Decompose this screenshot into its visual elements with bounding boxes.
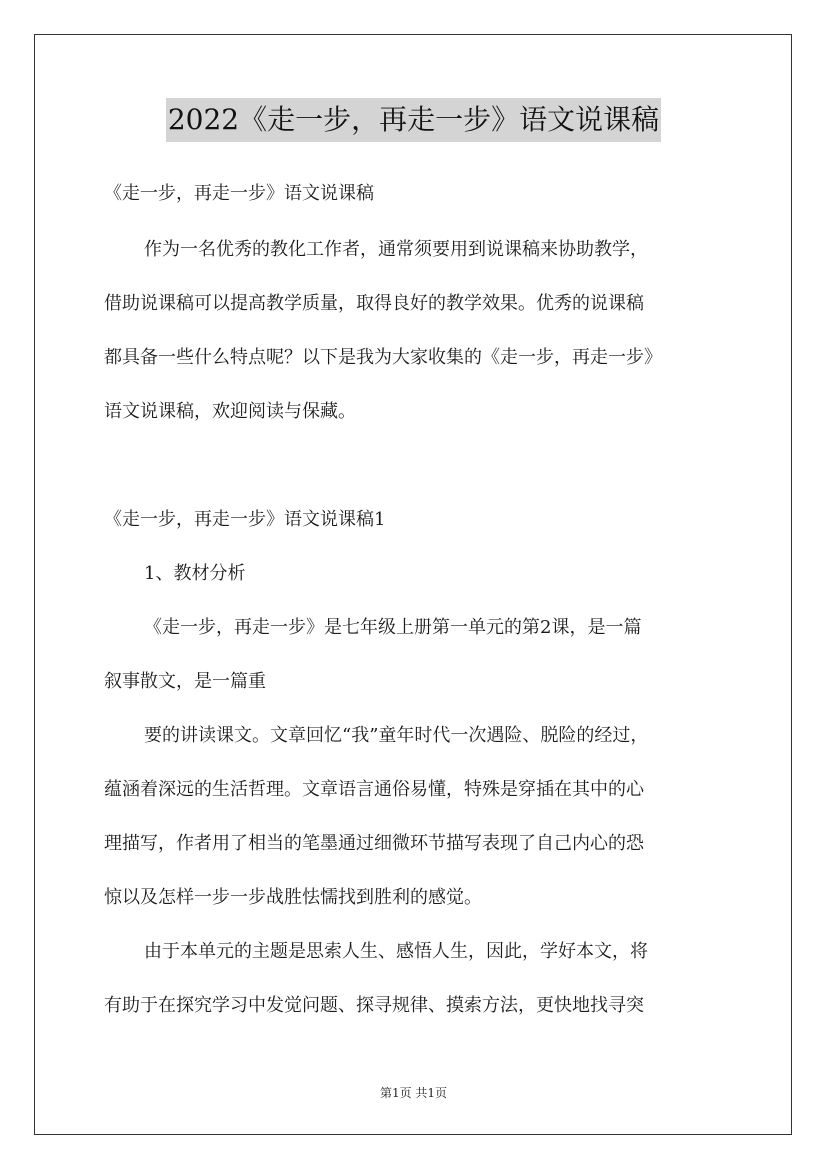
paragraph-line: 《走一步，再走一步》是七年级上册第一单元的第2课，是一篇 <box>144 617 642 638</box>
page-footer: 第1页 共1页 <box>379 1086 448 1100</box>
document-title: 2022《走一步，再走一步》语文说课稿 <box>166 98 661 142</box>
paragraph-line: 蕴涵着深远的生活哲理。文章语言通俗易懂，特殊是穿插在其中的心 <box>104 779 644 800</box>
paragraph-line: 要的讲读课文。文章回忆“我”童年时代一次遇险、脱险的经过， <box>144 725 649 746</box>
paragraph-line: 都具备一些什么特点呢？以下是我为大家收集的《走一步，再走一步》 <box>104 347 662 368</box>
paragraph-line: 作为一名优秀的教化工作者，通常须要用到说课稿来协助教学， <box>144 239 648 260</box>
intro-heading: 《走一步，再走一步》语文说课稿 <box>104 183 374 204</box>
title-wrap <box>0 98 827 142</box>
paragraph-line: 叙事散文，是一篇重 <box>104 671 266 692</box>
paragraph-line: 惊以及怎样一步一步战胜怯懦找到胜利的感觉。 <box>104 887 482 908</box>
paragraph-line: 由于本单元的主题是思索人生、感悟人生，因此，学好本文，将 <box>144 941 648 962</box>
paragraph-line: 有助于在探究学习中发觉问题、探寻规律、摸索方法，更快地找寻突 <box>104 995 644 1016</box>
paragraph-line: 理描写，作者用了相当的笔墨通过细微环节描写表现了自己内心的恐 <box>104 833 644 854</box>
paragraph-line: 借助说课稿可以提高教学质量，取得良好的教学效果。优秀的说课稿 <box>104 293 644 314</box>
section-heading: 《走一步，再走一步》语文说课稿1 <box>104 509 386 530</box>
paragraph-line: 语文说课稿，欢迎阅读与保藏。 <box>104 401 356 422</box>
subsection-heading: 1、教材分析 <box>144 563 246 584</box>
